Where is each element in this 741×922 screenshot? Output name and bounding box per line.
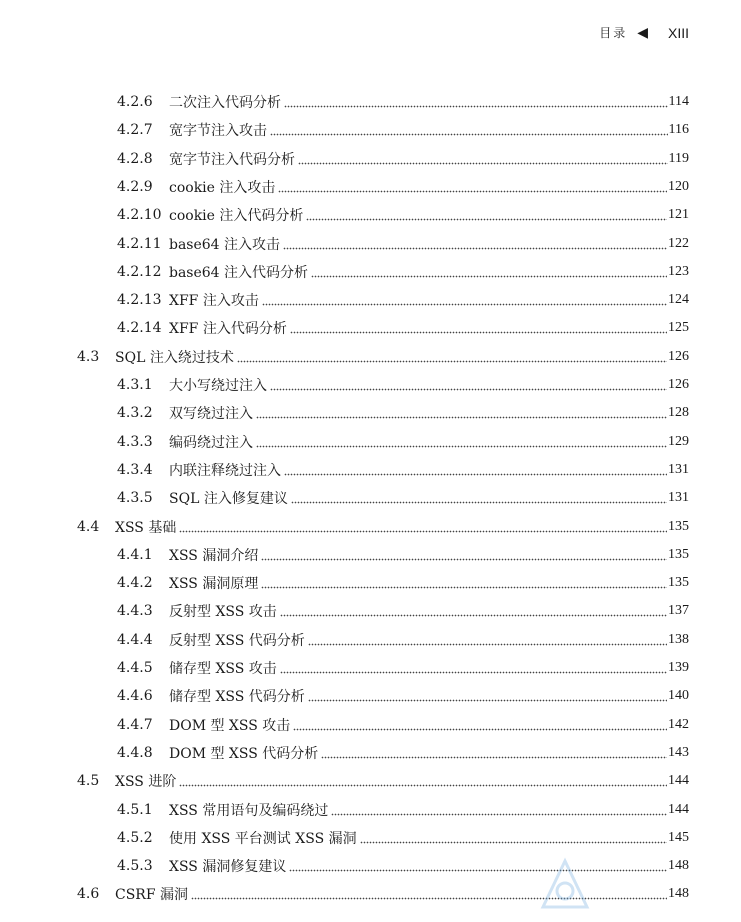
toc-entry-number: 4.6 bbox=[77, 886, 100, 903]
toc-entry-title: CSRF 漏洞 bbox=[115, 887, 189, 904]
toc-entry-title: 反射型 XSS 攻击 bbox=[169, 604, 277, 621]
toc-entry-title: DOM 型 XSS 攻击 bbox=[169, 717, 291, 734]
toc-subsection-entry[interactable] bbox=[117, 597, 689, 625]
toc-dot-leader bbox=[278, 180, 667, 194]
toc-entry-number: 4.5.1 bbox=[117, 801, 153, 818]
toc-entry-number: 4.3 bbox=[77, 348, 100, 365]
toc-entry-page: 120 bbox=[668, 178, 689, 194]
toc-entry-title: 宽字节注入攻击 bbox=[169, 123, 267, 140]
toc-entry-page: 148 bbox=[668, 858, 689, 874]
toc-entry-title: 储存型 XSS 代码分析 bbox=[169, 689, 305, 706]
toc-entry-page: 139 bbox=[668, 660, 689, 675]
toc-entry-page: 144 bbox=[668, 773, 689, 789]
toc-entry-page: 121 bbox=[668, 207, 689, 223]
toc-dot-leader bbox=[308, 633, 667, 647]
toc-entry-page: 126 bbox=[668, 377, 689, 392]
toc-dot-leader bbox=[331, 803, 667, 817]
toc-entry-page: 116 bbox=[668, 122, 689, 138]
toc-entry-title: XFF 注入攻击 bbox=[169, 293, 259, 310]
toc-entry-title: 宽字节注入代码分析 bbox=[169, 151, 295, 168]
toc-entry-number: 4.4.4 bbox=[117, 631, 153, 648]
toc-entry-title: cookie 注入代码分析 bbox=[169, 208, 304, 225]
toc-dot-leader bbox=[291, 491, 667, 505]
toc-entry-page: 137 bbox=[668, 603, 689, 619]
toc-entry-page: 143 bbox=[668, 744, 689, 760]
toc-subsection-entry[interactable] bbox=[117, 258, 689, 286]
toc-entry-number: 4.4 bbox=[77, 518, 100, 535]
toc-entry-page: 123 bbox=[668, 263, 689, 279]
toc-entry-page: 135 bbox=[668, 546, 689, 562]
toc-subsection-entry[interactable] bbox=[117, 569, 689, 597]
toc-entry-page: 145 bbox=[668, 829, 689, 845]
toc-dot-leader bbox=[262, 293, 667, 307]
toc-entry-title: base64 注入代码分析 bbox=[169, 264, 309, 281]
toc-entry-page: 114 bbox=[668, 94, 689, 109]
toc-entry-page: 135 bbox=[668, 518, 689, 534]
toc-entry-title: XSS 漏洞介绍 bbox=[169, 547, 259, 564]
toc-entry-page: 138 bbox=[668, 631, 689, 647]
toc-entry-title: 储存型 XSS 攻击 bbox=[169, 661, 277, 677]
toc-dot-leader bbox=[280, 604, 667, 618]
toc-subsection-entry[interactable] bbox=[117, 173, 689, 201]
toc-entry-page: 126 bbox=[668, 348, 689, 364]
toc-entry-number: 4.4.2 bbox=[117, 575, 153, 592]
toc-dot-leader bbox=[293, 718, 667, 732]
toc-dot-leader bbox=[280, 661, 667, 675]
toc-entry-title: cookie 注入攻击 bbox=[169, 179, 276, 196]
toc-subsection-entry[interactable] bbox=[117, 852, 689, 880]
toc-entry-title: SQL 注入修复建议 bbox=[169, 491, 288, 508]
toc-dot-leader bbox=[261, 576, 667, 590]
toc-subsection-entry[interactable] bbox=[117, 428, 689, 456]
toc-dot-leader bbox=[360, 831, 667, 845]
header-arrow-icon: ◀ bbox=[637, 24, 648, 41]
toc-dot-leader bbox=[321, 746, 667, 760]
toc-dot-leader bbox=[283, 237, 667, 251]
toc-subsection-entry[interactable] bbox=[117, 286, 689, 314]
header-title: 目录 bbox=[599, 26, 628, 40]
toc-entry-number: 4.4.5 bbox=[117, 660, 153, 676]
toc-subsection-entry[interactable] bbox=[117, 116, 689, 144]
toc-entry-title: DOM 型 XSS 代码分析 bbox=[169, 745, 319, 762]
toc-subsection-entry[interactable] bbox=[117, 201, 689, 229]
toc-entry-number: 4.4.1 bbox=[117, 546, 153, 563]
toc-subsection-entry[interactable] bbox=[117, 145, 689, 173]
running-header bbox=[599, 24, 689, 41]
toc-entry-number: 4.3.2 bbox=[117, 405, 153, 422]
toc-entry-number: 4.2.14 bbox=[117, 320, 162, 337]
toc-entry-title: base64 注入攻击 bbox=[169, 236, 281, 253]
toc-dot-leader bbox=[284, 95, 668, 109]
toc-entry-number: 4.4.7 bbox=[117, 716, 153, 733]
toc-entry-page: 131 bbox=[668, 461, 689, 477]
header-page-number: XIII bbox=[667, 24, 689, 41]
toc-subsection-entry[interactable] bbox=[117, 796, 689, 824]
toc-subsection-entry[interactable] bbox=[117, 399, 689, 427]
toc-dot-leader bbox=[270, 378, 667, 392]
toc-entry-number: 4.2.7 bbox=[117, 122, 153, 139]
toc-subsection-entry[interactable] bbox=[117, 456, 689, 484]
toc-entry-title: 双写绕过注入 bbox=[169, 406, 253, 423]
toc-entry-title: 大小写绕过注入 bbox=[169, 378, 267, 394]
toc-entry-page: 142 bbox=[668, 716, 689, 732]
toc-dot-leader bbox=[256, 406, 667, 420]
toc-entry-page: 124 bbox=[668, 292, 689, 308]
toc-dot-leader bbox=[270, 123, 668, 137]
toc-entry-number: 4.4.3 bbox=[117, 603, 153, 620]
toc-entry-page: 135 bbox=[668, 575, 689, 591]
toc-dot-leader bbox=[298, 152, 668, 166]
toc-dot-leader bbox=[284, 463, 667, 477]
toc-entry-title: 使用 XSS 平台测试 XSS 漏洞 bbox=[169, 830, 357, 847]
toc-entry-number: 4.4.8 bbox=[117, 744, 153, 761]
toc-dot-leader bbox=[179, 774, 667, 788]
toc-entry-title: 反射型 XSS 代码分析 bbox=[169, 632, 305, 649]
toc-entry-number: 4.5.3 bbox=[117, 858, 153, 875]
toc-entry-number: 4.2.8 bbox=[117, 150, 153, 167]
toc-dot-leader bbox=[256, 435, 667, 449]
toc-entry-title: SQL 注入绕过技术 bbox=[115, 349, 234, 366]
toc-entry-title: XSS 漏洞原理 bbox=[169, 576, 259, 593]
toc-dot-leader bbox=[308, 689, 667, 703]
toc-entry-title: XSS 漏洞修复建议 bbox=[169, 859, 287, 876]
toc-entry-title: XSS 基础 bbox=[115, 519, 177, 536]
toc-subsection-entry[interactable] bbox=[117, 682, 689, 710]
toc-section-entry[interactable] bbox=[77, 880, 689, 908]
toc-subsection-entry[interactable] bbox=[117, 484, 689, 512]
toc-subsection-entry[interactable] bbox=[117, 371, 689, 399]
toc-section-entry[interactable] bbox=[77, 767, 689, 795]
toc-entry-page: 140 bbox=[668, 688, 689, 704]
toc-section-entry[interactable] bbox=[77, 513, 689, 541]
toc-entry-number: 4.2.10 bbox=[117, 207, 162, 224]
toc-dot-leader bbox=[179, 520, 667, 534]
toc-entry-title: 编码绕过注入 bbox=[169, 434, 253, 451]
toc-subsection-entry[interactable] bbox=[117, 739, 689, 767]
watermark-logo-icon bbox=[535, 855, 595, 915]
toc-entry-page: 144 bbox=[668, 801, 689, 817]
toc-dot-leader bbox=[290, 321, 667, 335]
toc-entry-number: 4.2.11 bbox=[117, 235, 162, 252]
toc-dot-leader bbox=[306, 208, 667, 222]
toc-entry-number: 4.4.6 bbox=[117, 688, 153, 705]
toc-entry-number: 4.2.6 bbox=[117, 94, 153, 110]
toc-dot-leader bbox=[311, 265, 667, 279]
toc-entry-title: 内联注释绕过注入 bbox=[169, 462, 281, 479]
toc-entry-title: XSS 常用语句及编码绕过 bbox=[169, 802, 329, 819]
toc-entry-page: 125 bbox=[668, 320, 689, 336]
toc-entry-number: 4.3.5 bbox=[117, 490, 153, 507]
toc-entry-number: 4.3.3 bbox=[117, 433, 153, 450]
toc-dot-leader bbox=[261, 548, 667, 562]
toc-entry-title: XSS 进阶 bbox=[115, 774, 177, 791]
toc-entry-page: 148 bbox=[668, 886, 689, 902]
toc-subsection-entry[interactable] bbox=[117, 541, 689, 569]
toc-entry-number: 4.3.1 bbox=[117, 377, 153, 393]
toc-entry-page: 122 bbox=[668, 235, 689, 251]
toc-subsection-entry[interactable] bbox=[117, 626, 689, 654]
toc-section-entry[interactable] bbox=[77, 343, 689, 371]
toc-entry-number: 4.2.13 bbox=[117, 292, 162, 309]
toc-entry-page: 119 bbox=[668, 150, 689, 166]
toc-entry-number: 4.5 bbox=[77, 773, 100, 790]
toc-entry-page: 129 bbox=[668, 433, 689, 449]
toc-subsection-entry[interactable] bbox=[117, 314, 689, 342]
toc-dot-leader bbox=[237, 350, 667, 364]
toc-entry-number: 4.5.2 bbox=[117, 829, 153, 846]
toc-dot-leader bbox=[289, 859, 667, 873]
toc-entry-number: 4.2.9 bbox=[117, 178, 153, 195]
toc-entry-page: 131 bbox=[668, 490, 689, 506]
toc-entry-title: XFF 注入代码分析 bbox=[169, 321, 287, 338]
toc-subsection-entry[interactable] bbox=[117, 824, 689, 852]
toc-subsection-entry[interactable] bbox=[117, 711, 689, 739]
toc-dot-leader bbox=[191, 887, 667, 901]
toc-subsection-entry[interactable] bbox=[117, 88, 689, 116]
toc-entry-page: 128 bbox=[668, 405, 689, 421]
toc-subsection-entry[interactable] bbox=[117, 230, 689, 258]
toc-subsection-entry[interactable] bbox=[117, 654, 689, 682]
toc-entry-number: 4.2.12 bbox=[117, 263, 162, 280]
toc-entry-title: 二次注入代码分析 bbox=[169, 95, 281, 111]
toc-entry-number: 4.3.4 bbox=[117, 461, 153, 478]
